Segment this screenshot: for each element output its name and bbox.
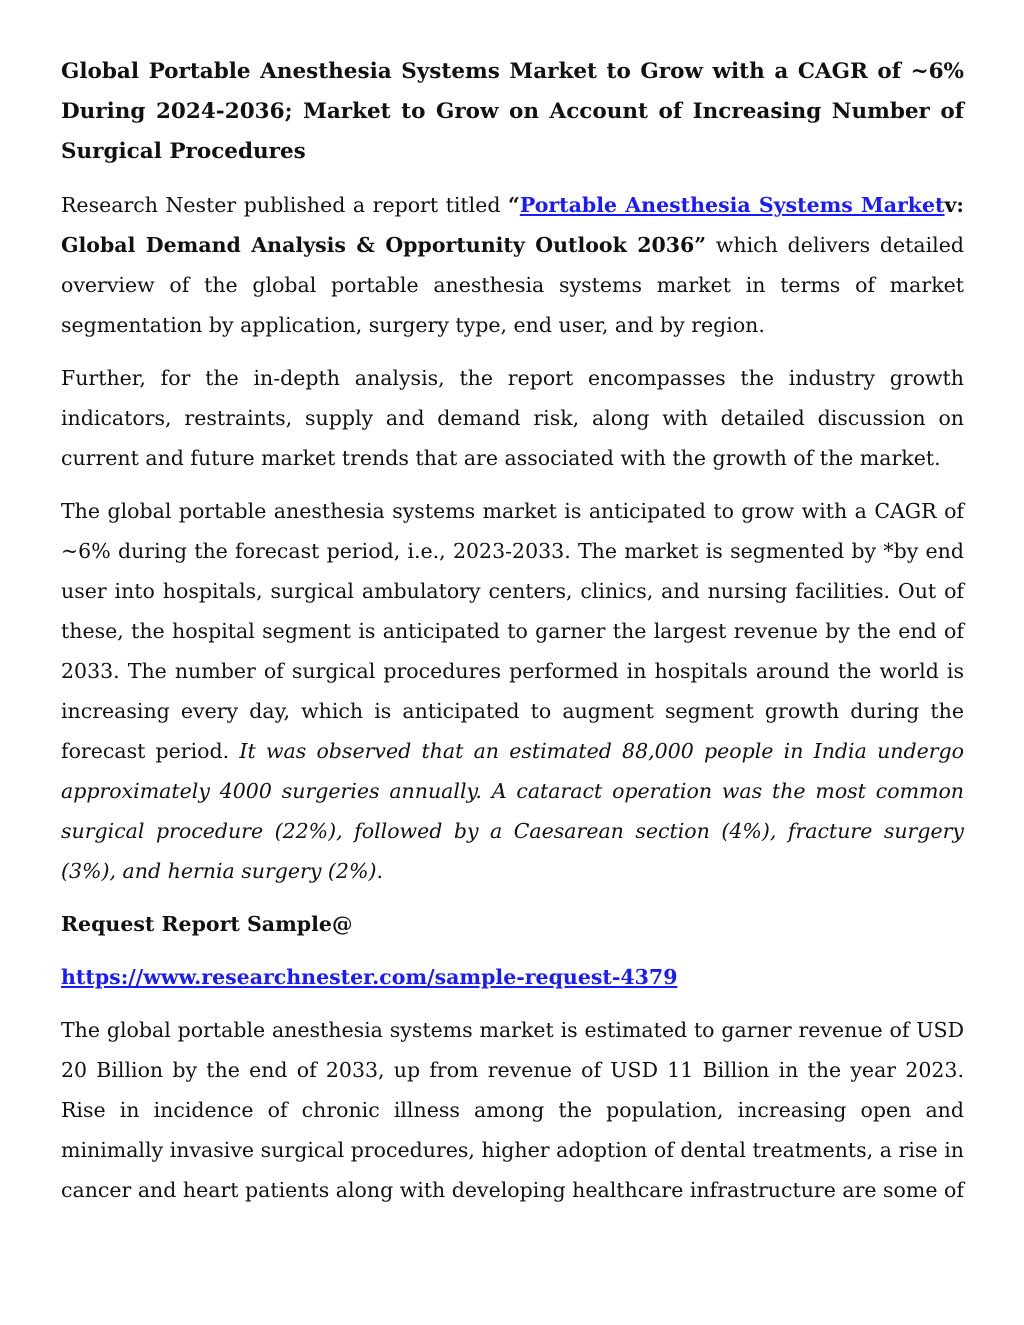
- intro-prefix: Research Nester published a report titled: [61, 193, 509, 217]
- paragraph-market-segmentation: [61, 491, 964, 891]
- request-sample-url-line: [61, 957, 964, 997]
- paragraph-revenue: The global portable anesthesia systems market is estimated to garner revenue of USD 20 Billion by the end of 2033, up from revenue of USD 11 Billion in the year 2023. Rise in incidence of chronic illness among the population, increasing open and minimally invasive surgical procedures, higher adoption of dental treatments, a rise in cancer and heart patients along with developing healthcare infrastructure are some of: [61, 1018, 964, 1202]
- surgery-statistics: It was observed that an estimated 88,000 people in India undergo approximately 4000 surgeries annually. A cataract operation was the most common surgical procedure (22%), followed by a Caesarean section (4%), fracture surgery (3%), and hernia surgery (2%): [61, 739, 964, 883]
- paragraph-intro: [61, 185, 964, 345]
- open-quote: “: [508, 193, 520, 217]
- document-title: Global Portable Anesthesia Systems Market to Grow with a CAGR of ~6% During 2024-2036; Market to Grow on Account of Increasing Number of Surgical Procedures: [61, 59, 964, 164]
- paragraph-analysis: Further, for the in-depth analysis, the report encompasses the industry growth indicators, restraints, supply and demand risk, along with detailed discussion on current and future market trends that are associated with the growth of the market.: [61, 366, 964, 470]
- request-sample-heading: Request Report Sample@: [61, 912, 353, 936]
- segmentation-text: The global portable anesthesia systems market is anticipated to grow with a CAGR of ~6% during the forecast period, i.e., 2023-2033. The market is segmented by *by end user into hospitals, surgical ambulatory centers, clinics, and nursing facilities. Out of these, the hospital segment is anticipated to garner the largest revenue by the end of 2033. The number of surgical procedures performed in hospitals around the world is increasing every day, which is anticipated to augment segment growth during the forecast period.: [61, 499, 964, 763]
- report-title-link[interactable]: Portable Anesthesia Systems Market: [519, 193, 945, 217]
- document-page: [61, 52, 964, 1210]
- segmentation-end: .: [376, 859, 383, 883]
- request-sample-link[interactable]: https://www.researchnester.com/sample-request-4379: [61, 965, 678, 989]
- intro-suffix: which delivers detailed overview of the global portable anesthesia systems market in terms of market segmentation by application, surgery type, end user, and by region.: [61, 233, 964, 337]
- report-subtitle: v: Global Demand Analysis & Opportunity Outlook 2036”: [61, 193, 964, 257]
